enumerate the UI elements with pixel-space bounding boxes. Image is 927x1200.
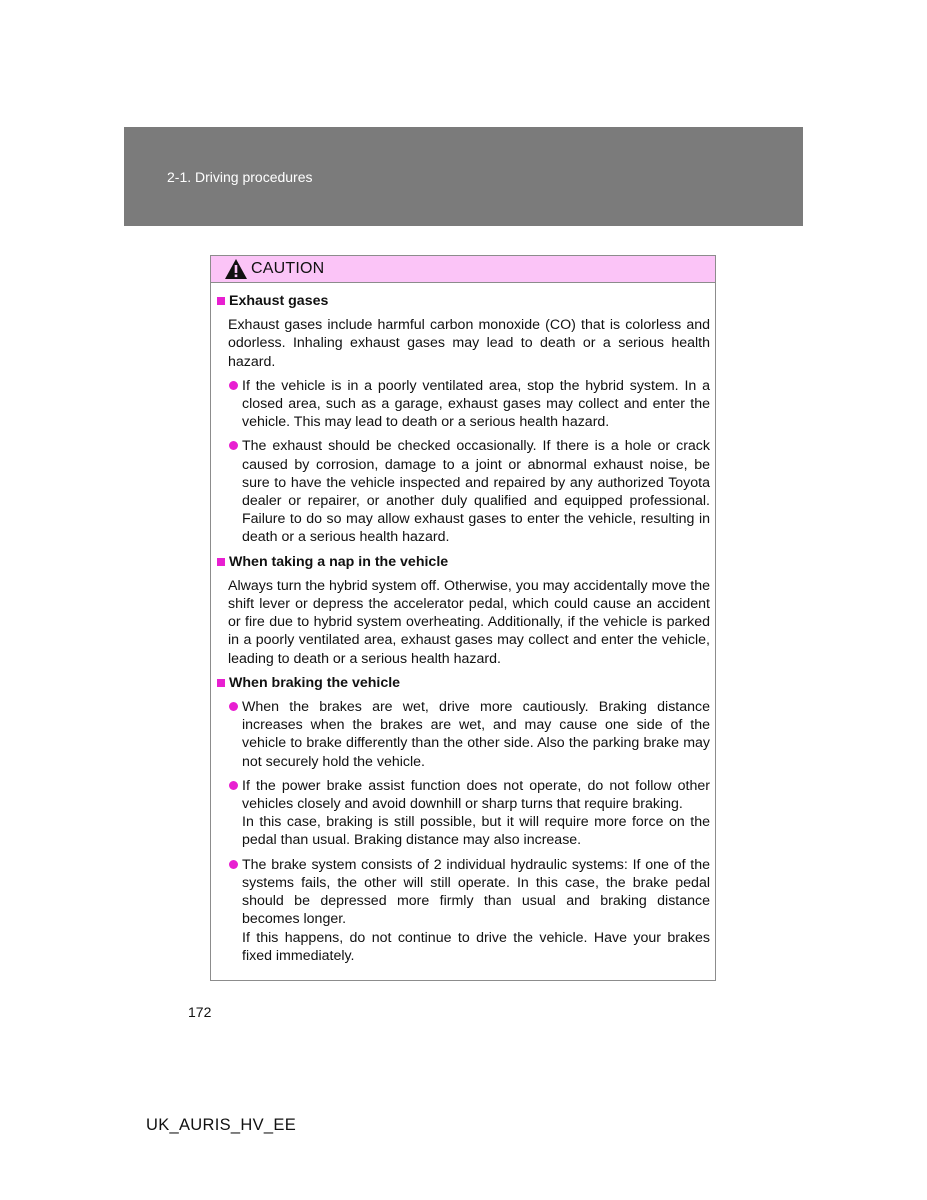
heading-text: When braking the vehicle xyxy=(229,674,401,691)
heading-text: Exhaust gases xyxy=(229,293,329,309)
section-heading xyxy=(216,292,710,310)
caution-box xyxy=(210,255,716,981)
page-number: 172 xyxy=(188,1004,212,1020)
caution-body xyxy=(211,283,715,965)
section-heading xyxy=(216,674,710,692)
bullet-continuation: If this happens, do not continue to drive the vehicle. Have your brakes fixed immediately. xyxy=(242,929,710,964)
bullet-text: When the brakes are wet, drive more cautiously. Braking distance increases when the brakes are wet, and may cause one side of the vehicle to brake differently than the other side. Also the parking brake may not securely hold the vehicle. xyxy=(242,699,710,770)
square-icon xyxy=(217,558,225,566)
bullet-item xyxy=(228,777,710,850)
square-icon xyxy=(217,297,225,305)
square-icon xyxy=(217,679,225,687)
bullet-text: The exhaust should be checked occasionally. If there is a hole or crack caused by corrosion, damage to a joint or abnormal exhaust noise, be sure to have the vehicle inspected and repaired by any authorized Toyota dealer or repairer, or another duly qualified and equipped professional. Failure to do so may allow exhaust gases to enter the vehicle, resulting in death or a serious health hazard. xyxy=(242,438,710,546)
bullet-text: If the vehicle is in a poorly ventilated area, stop the hybrid system. In a closed area, such as a garage, exhaust gases may collect and enter the vehicle. This may lead to death or a serious health hazard. xyxy=(242,377,710,431)
bullet-content xyxy=(242,777,710,850)
paragraph: Exhaust gases include harmful carbon monoxide (CO) that is colorless and odorless. Inhaling exhaust gases may lead to death or a serious health hazard. xyxy=(228,317,710,370)
dot-icon xyxy=(229,781,238,790)
bullet-item xyxy=(228,698,710,771)
bullet-item xyxy=(228,377,710,432)
dot-icon xyxy=(229,441,238,450)
bullet-item xyxy=(228,437,710,546)
header-band xyxy=(124,127,803,226)
bullet-text: The brake system consists of 2 individual hydraulic systems: If one of the systems fails, the other will still operate. In this case, the brake pedal should be depressed more firmly than usual and braking distance becomes longer. xyxy=(242,856,710,928)
bullet-item xyxy=(228,856,710,965)
dot-icon xyxy=(229,381,238,390)
dot-icon xyxy=(229,860,238,869)
bullet-continuation: In this case, braking is still possible, but it will require more force on the pedal than usual. Braking distance may also increase. xyxy=(242,814,710,849)
warning-triangle-icon xyxy=(224,258,248,280)
bullet-content xyxy=(242,856,710,965)
paragraph: Always turn the hybrid system off. Otherwise, you may accidentally move the shift lever or depress the accelerator pedal, which could cause an accident or fire due to hybrid system overheating. Additionally, if the vehicle is parked in a poorly ventilated area, exhaust gases may collect and enter the vehicle, leading to death or a serious health hazard. xyxy=(228,577,710,667)
section-heading xyxy=(216,553,710,571)
heading-text: When taking a nap in the vehicle xyxy=(229,553,449,570)
caution-header xyxy=(211,256,715,283)
caution-title: CAUTION xyxy=(251,260,325,277)
dot-icon xyxy=(229,702,238,711)
bullet-text: If the power brake assist function does not operate, do not follow other vehicles closely and avoid downhill or sharp turns that require braking. xyxy=(242,777,710,813)
section-title: 2-1. Driving procedures xyxy=(167,169,313,185)
document-code: UK_AURIS_HV_EE xyxy=(146,1116,297,1134)
